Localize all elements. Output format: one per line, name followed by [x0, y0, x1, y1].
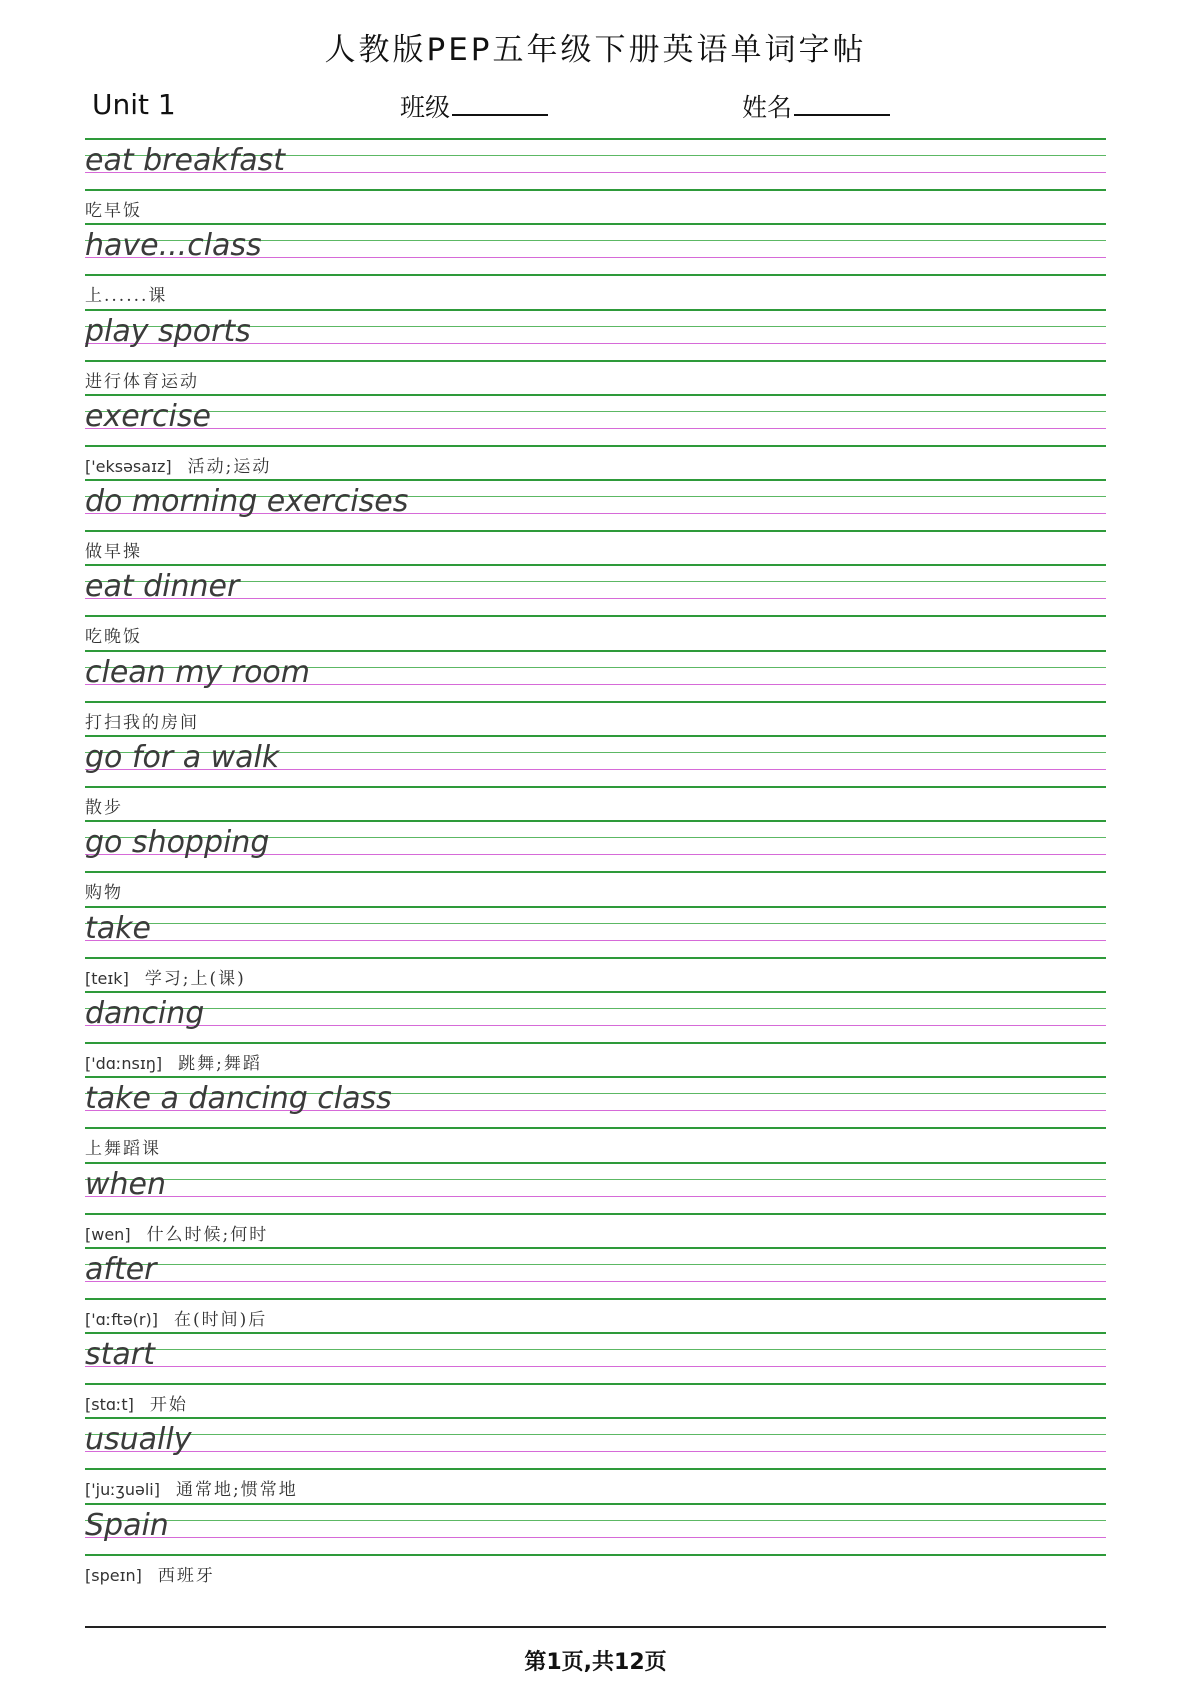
guide-line-green [85, 138, 1106, 140]
chinese-meaning: 活动;运动 [187, 456, 272, 477]
phonetic-transcription: [speɪn] [85, 1565, 142, 1585]
guide-line-green [85, 1383, 1106, 1385]
word-gloss [85, 1390, 188, 1415]
guide-line-green [85, 564, 1106, 566]
guide-line-green [85, 1434, 1106, 1435]
guide-line-green [85, 1008, 1106, 1009]
chinese-meaning: 购物 [85, 883, 123, 904]
chinese-meaning: 打扫我的房间 [85, 712, 199, 733]
guide-line-green [85, 1127, 1106, 1129]
word-entry [85, 564, 1106, 649]
word-gloss [85, 1134, 161, 1159]
guide-line-pink [85, 1537, 1106, 1538]
class-blank-line [452, 90, 548, 116]
chinese-meaning: 吃晚饭 [85, 627, 142, 648]
guide-line-green [85, 906, 1106, 908]
phonetic-transcription: [wen] [85, 1224, 131, 1244]
english-word: exercise [85, 398, 211, 434]
guide-line-green [85, 1349, 1106, 1350]
chinese-meaning: 进行体育运动 [85, 371, 199, 392]
guide-line-green [85, 1554, 1106, 1556]
english-word: dancing [85, 995, 205, 1031]
word-entry [85, 906, 1106, 991]
guide-line-green [85, 1503, 1106, 1505]
word-gloss [85, 1475, 298, 1500]
word-entry [85, 1503, 1106, 1588]
name-blank-line [794, 90, 890, 116]
guide-line-green [85, 820, 1106, 822]
guide-line-green [85, 957, 1106, 959]
guide-line-green [85, 991, 1106, 993]
word-gloss [85, 1305, 267, 1330]
word-gloss [85, 622, 142, 647]
word-entry [85, 309, 1106, 394]
word-list [85, 138, 1106, 1588]
guide-line-green [85, 1179, 1106, 1180]
unit-label: Unit 1 [92, 88, 176, 121]
guide-line-pink [85, 1366, 1106, 1367]
english-word: take [85, 910, 151, 946]
guide-line-green [85, 1042, 1106, 1044]
chinese-meaning: 在(时间)后 [173, 1309, 268, 1330]
chinese-meaning: 什么时候;何时 [146, 1224, 269, 1245]
word-entry [85, 1417, 1106, 1502]
chinese-meaning: 通常地;惯常地 [175, 1480, 298, 1501]
english-word: play sports [85, 313, 251, 349]
guide-line-green [85, 735, 1106, 737]
english-word: eat dinner [85, 569, 240, 605]
word-gloss [85, 1561, 215, 1586]
word-gloss [85, 281, 167, 306]
guide-line-green [85, 479, 1106, 481]
phonetic-transcription: ['dɑːnsɪŋ] [85, 1053, 163, 1073]
page-number: 第1页,共12页 [524, 1650, 667, 1675]
guide-line-green [85, 530, 1106, 532]
guide-line-pink [85, 1196, 1106, 1197]
guide-line-green [85, 1264, 1106, 1265]
word-entry [85, 735, 1106, 820]
word-gloss [85, 1220, 268, 1245]
guide-line-green [85, 1298, 1106, 1300]
phonetic-transcription: [teɪk] [85, 968, 129, 988]
guide-line-pink [85, 1281, 1106, 1282]
page-title: 人教版PEP五年级下册英语单词字帖 [324, 32, 867, 68]
english-word: take a dancing class [85, 1081, 392, 1117]
phonetic-transcription: ['eksəsaɪz] [85, 456, 172, 476]
guide-line-green [85, 1417, 1106, 1419]
english-word: clean my room [85, 654, 310, 690]
word-gloss [85, 367, 199, 392]
english-word: after [85, 1251, 157, 1287]
english-word: have...class [85, 228, 262, 264]
word-entry [85, 1247, 1106, 1332]
guide-line-pink [85, 1025, 1106, 1026]
word-entry [85, 650, 1106, 735]
guide-line-green [85, 445, 1106, 447]
word-entry [85, 479, 1106, 564]
guide-line-green [85, 650, 1106, 652]
english-word: do morning exercises [85, 484, 409, 520]
english-word: start [85, 1337, 155, 1373]
phonetic-transcription: ['ɑːftə(r)] [85, 1309, 158, 1329]
guide-line-green [85, 701, 1106, 703]
guide-line-green [85, 923, 1106, 924]
guide-line-green [85, 223, 1106, 225]
guide-line-green [85, 1213, 1106, 1215]
chinese-meaning: 上舞蹈课 [85, 1139, 161, 1160]
guide-line-green [85, 871, 1106, 873]
english-word: eat breakfast [85, 143, 286, 178]
word-entry [85, 223, 1106, 308]
guide-line-green [85, 1247, 1106, 1249]
guide-line-green [85, 394, 1106, 396]
english-word: usually [85, 1422, 192, 1458]
chinese-meaning: 吃早饭 [85, 201, 142, 221]
word-entry [85, 1162, 1106, 1247]
guide-line-green [85, 1332, 1106, 1334]
word-entry [85, 138, 1106, 223]
chinese-meaning: 学习;上(课) [144, 968, 246, 989]
chinese-meaning: 跳舞;舞蹈 [178, 1053, 262, 1074]
word-gloss [85, 964, 246, 989]
class-field [400, 88, 548, 124]
word-gloss [85, 793, 123, 818]
chinese-meaning: 开始 [149, 1395, 188, 1416]
guide-line-green [85, 189, 1106, 191]
guide-line-green [85, 786, 1106, 788]
word-entry [85, 991, 1106, 1076]
word-entry [85, 394, 1106, 479]
word-gloss [85, 537, 142, 562]
word-gloss [85, 452, 271, 477]
word-gloss [85, 708, 199, 733]
guide-line-pink [85, 1451, 1106, 1452]
english-word: when [85, 1166, 167, 1202]
footer-divider [85, 1626, 1106, 1628]
word-entry [85, 1332, 1106, 1417]
guide-line-pink [85, 940, 1106, 941]
word-gloss [85, 1049, 262, 1074]
guide-line-green [85, 1162, 1106, 1164]
chinese-meaning: 散步 [85, 798, 123, 819]
phonetic-transcription: ['juːʒuəli] [85, 1480, 160, 1500]
guide-line-green [85, 615, 1106, 617]
guide-line-green [85, 274, 1106, 276]
class-label: 班级 [400, 93, 451, 122]
word-gloss [85, 196, 142, 221]
guide-line-green [85, 360, 1106, 362]
guide-line-green [85, 309, 1106, 311]
word-gloss [85, 878, 123, 903]
phonetic-transcription: [stɑːt] [85, 1395, 134, 1415]
name-field [742, 88, 890, 124]
guide-line-green [85, 1520, 1106, 1521]
word-entry [85, 1076, 1106, 1161]
english-word: Spain [85, 1507, 169, 1543]
name-label: 姓名 [742, 93, 793, 122]
guide-line-green [85, 1468, 1106, 1470]
english-word: go shopping [85, 825, 270, 861]
worksheet-header [0, 84, 1191, 124]
guide-line-green [85, 1076, 1106, 1078]
english-word: go for a walk [85, 740, 280, 776]
chinese-meaning: 西班牙 [157, 1565, 215, 1586]
chinese-meaning: 做早操 [85, 542, 142, 563]
guide-line-green [85, 411, 1106, 412]
word-entry [85, 820, 1106, 905]
chinese-meaning: 上......课 [85, 286, 168, 307]
guide-line-pink [85, 428, 1106, 429]
